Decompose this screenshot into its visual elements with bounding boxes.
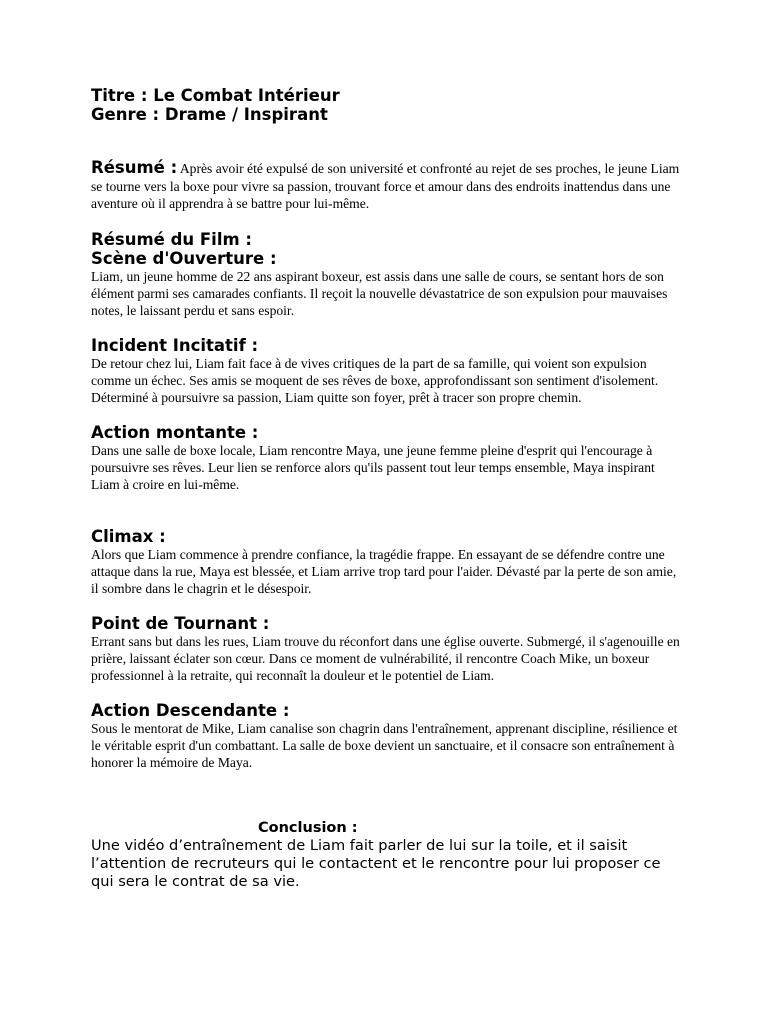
section-heading-opening: Scène d'Ouverture : bbox=[91, 248, 277, 268]
conclusion-text: Une vidéo d’entraînement de Liam fait parler de lui sur la toile, et il saisit l’attention de recruteurs qui le contactent et le rencontre pour lui proposer ce qui sera le contrat de sa vie. bbox=[91, 836, 661, 890]
section-climax bbox=[91, 527, 681, 597]
section-falling-action bbox=[91, 701, 681, 771]
section-heading-rising: Action montante : bbox=[91, 422, 259, 442]
summary-label: Résumé : bbox=[91, 158, 178, 177]
section-text-climax: Alors que Liam commence à prendre confiance, la tragédie frappe. En essayant de se défendre contre une attaque dans la rue, Maya est blessée, et Liam arrive trop tard pour l'aider. Dévasté par la perte de son amie, il sombre dans le chagrin et le désespoir. bbox=[91, 546, 677, 596]
section-inciting-incident bbox=[91, 336, 681, 406]
genre-line: Genre : Drame / Inspirant bbox=[91, 105, 328, 124]
summary-text: Après avoir été expulsé de son université et confronté au rejet de ses proches, le jeune Liam se tourne vers la boxe pour vivre sa passion, trouvant force et amour dans des endroits inattendus dans une aventure où il apprendra à se battre pour lui-même. bbox=[91, 161, 680, 211]
section-rising-action bbox=[91, 423, 681, 493]
section-text-falling: Sous le mentorat de Mike, Liam canalise son chagrin dans l'entraînement, apprenant discipline, résilience et le véritable esprit d'un combattant. La salle de boxe devient un sanctuaire, et il consacre son entraînement à honorer la mémoire de Maya. bbox=[91, 720, 678, 770]
section-text-rising: Dans une salle de boxe locale, Liam rencontre Maya, une jeune femme pleine d'esprit qui l'encourage à poursuivre ses rêves. Leur lien se renforce alors qu'ils passent tout leur temps ensemble, Maya inspirant Liam à croire en lui-même. bbox=[91, 442, 655, 492]
film-summary-block bbox=[91, 230, 681, 319]
section-text-turning: Errant sans but dans les rues, Liam trouve du réconfort dans une église ouverte. Submergé, il s'agenouille en prière, laissant éclater son cœur. Dans ce moment de vulnérabilité, il rencontre Coach Mike, un boxeur professionnel à la retraite, qui reconnaît la douleur et le potentiel de Liam. bbox=[91, 633, 680, 683]
section-turning-point bbox=[91, 614, 681, 684]
section-heading-falling: Action Descendante : bbox=[91, 700, 290, 720]
section-text-inciting: De retour chez lui, Liam fait face à de vives critiques de la part de sa famille, qui voient son expulsion comme un échec. Ses amis se moquent de ses rêves de boxe, approfondissant son sentiment d'isolement. Déterminé à poursuivre sa passion, Liam quitte son foyer, prêt à tracer son propre chemin. bbox=[91, 355, 659, 405]
section-text-opening: Liam, un jeune homme de 22 ans aspirant boxeur, est assis dans une salle de cours, se sentant hors de son élément parmi ses camarades confiants. Il reçoit la nouvelle dévastatrice de son expulsion pour mauvaises notes, le laissant perdu et sans espoir. bbox=[91, 268, 668, 318]
summary-paragraph bbox=[91, 159, 681, 213]
document-page bbox=[91, 86, 681, 891]
section-heading-turning: Point de Tournant : bbox=[91, 613, 270, 633]
title-line: Titre : Le Combat Intérieur bbox=[91, 86, 340, 105]
section-heading-climax: Climax : bbox=[91, 526, 166, 546]
film-summary-heading: Résumé du Film : bbox=[91, 229, 253, 249]
section-heading-inciting: Incident Incitatif : bbox=[91, 335, 259, 355]
conclusion-heading: Conclusion : bbox=[258, 819, 358, 836]
